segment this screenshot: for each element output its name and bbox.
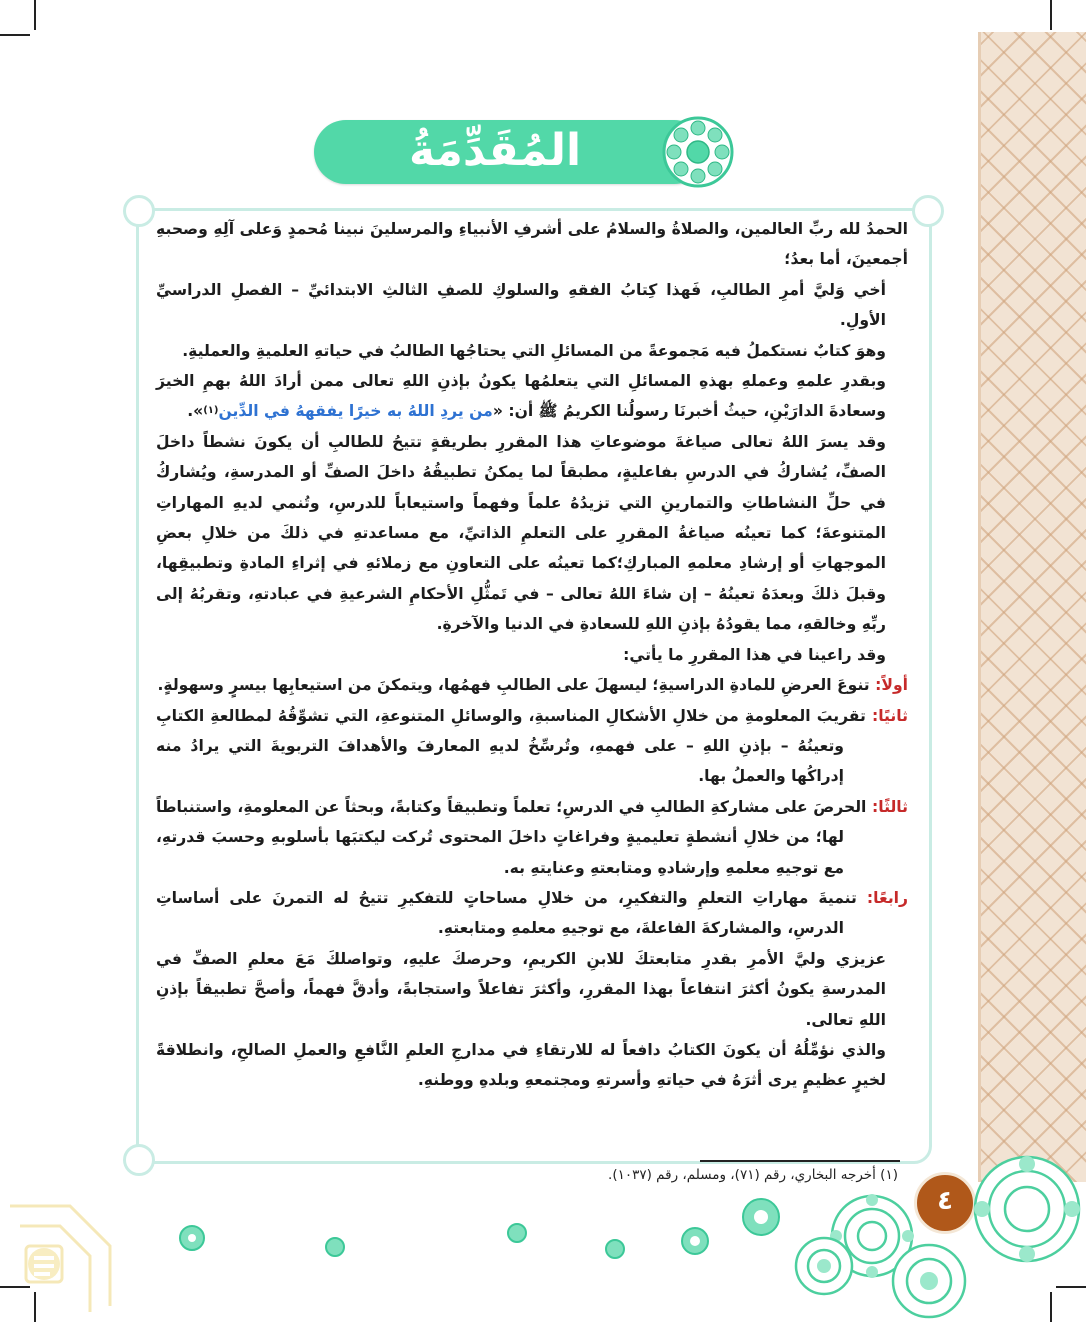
- page-title: المُقَدِّمَةُ: [408, 125, 582, 176]
- crop-mark: [1050, 0, 1052, 30]
- list-item: [156, 792, 908, 883]
- paragraph: والذي نؤمِّلُهُ أن يكونَ الكتابُ دافعاً له للارتقاءِ في مدارجِ العلمِ النَّافعِ والعملِ الصالحِ، وانطلاقةً لخيرٍ عظيمٍ يرى أثرَهُ في حياتهِ وأسرتهِ ومجتمعهِ وبلدهِ ووطنهِ.: [156, 1040, 886, 1090]
- list-item: [156, 883, 908, 944]
- point-label: ثالثًا:: [871, 797, 909, 816]
- point-text: تنميةَ مهاراتِ التعلمِ والتفكيرِ، من خلالِ مساحاتٍ للتفكيرِ تتيحُ له التمرنَ على أساساتِ الدرسِ، والمشاركةَ الفاعلةَ، مع توجيهِ معلمهِ ومتابعتهِ.: [156, 888, 857, 938]
- frame-corner: [123, 1144, 155, 1176]
- publisher-logo-icon: [0, 1186, 132, 1322]
- flower-ornament-icon: [740, 1196, 782, 1238]
- footnote-ref: (١): [203, 405, 219, 417]
- crop-mark: [1050, 1292, 1052, 1322]
- flower-ornament-icon: [660, 114, 736, 190]
- paragraph: أخي وَليَّ أمرِ الطالبِ، فَهذا كِتابُ الفقهِ والسلوكِ للصفِ الثالثِ الابتدائيِّ – الفصلِ الدراسيِّ الأولِ.: [156, 280, 886, 330]
- crop-mark: [34, 0, 36, 30]
- frame-corner: [912, 195, 944, 227]
- page-number: ٤: [914, 1172, 976, 1234]
- flower-ornament-icon: [178, 1224, 206, 1252]
- crop-mark: [0, 34, 30, 36]
- flower-ornament-icon: [888, 1240, 970, 1322]
- frame-corner: [123, 195, 155, 227]
- crop-mark: [1056, 1286, 1086, 1288]
- paragraph: وهوَ كتابٌ نستكملُ فيه مَجموعةً من المسائلِ التي يحتاجُها الطالبُ في حياتهِ العلميةِ والعمليةِ.: [182, 341, 886, 360]
- hadith-outro: ».: [187, 402, 204, 421]
- point-label: أولاً:: [875, 676, 908, 695]
- paragraph: عزيزي وليَّ الأمرِ بقدرِ متابعتكَ للابنِ الكريمِ، وحرصكَ عليهِ، وتواصلكَ مَعَ معلمِ الصفِّ في المدرسةِ يكونُ أكثرَ انتفاعاً بهذا المقررِ، وأكثرَ تفاعلاً واستجابةً، وأدقَّ فهماً، وأصحَّ تطبيقاً بإذنِ اللهِ تعالى.: [156, 949, 886, 1029]
- point-text: تقريبَ المعلومةِ من خلالِ الأشكالِ المناسبةِ، والوسائلِ المتنوعةِ، التي تشوِّقُهُ لمطالعةِ الكتابِ وتعينُهُ – بإذنِ اللهِ – على فهمهِ، وتُرسِّخُ لديهِ المعارفَ والأهدافَ التربويةَ التي يرادُ منه إدراكُها والعملُ بها.: [156, 706, 866, 786]
- point-label: ثانيًا:: [871, 706, 908, 725]
- flower-ornament-icon: [680, 1226, 710, 1256]
- list-item: [156, 701, 908, 792]
- point-label: رابعًا:: [866, 888, 908, 907]
- hadith-quote: من يردِ اللهُ به خيرًا يفقههُ في الدِّين: [218, 402, 493, 421]
- paragraph: الحمدُ لله ربِّ العالمين، والصلاةُ والسلامُ على أشرفِ الأنبياءِ والمرسلينَ نبينا مُحمدٍ وَعلى آلِهِ وصحبهِ أجمعينَ، أما بعدُ؛: [156, 220, 908, 269]
- point-text: الحرصَ على مشاركةِ الطالبِ في الدرسِ؛ تعلماً وتطبيقاً وكتابةً، وبحثاً عن المعلومةِ، واستنباطاً لها؛ من خلالِ أنشطةٍ تعليميةٍ وفراغاتٍ داخلَ المحتوى تُركت ليكتبَها بأسلوبهِ وحسبَ قدرتهِ، مع توجيهِ معلمهِ وإرشادهِ ومتابعتهِ وعنايتهِ به.: [156, 797, 867, 877]
- point-text: تنوعَ العرضِ للمادةِ الدراسيةِ؛ ليسهلَ على الطالبِ فهمُها، ويتمكنَ من استيعابِها بيسرٍ وسهولةٍ.: [157, 676, 870, 695]
- flower-ornament-icon: [506, 1222, 528, 1244]
- paragraph: وقد يسرَ اللهُ تعالى صياغةَ موضوعاتِ هذا المقررِ بطريقةٍ تتيحُ للطالبِ أن يكونَ نشطاً داخلَ الصفِّ، يُشاركُ في الدرسِ بفاعليةٍ، مطبقاً لما يمكنُ تطبيقُهُ داخلَ الصفِّ أو المدرسةِ، ويُشاركُ في حلِّ النشاطاتِ والتمارينِ التي تزيدُهُ علماً وفهماً واستيعاباً للدرسِ، وتُنمي لديهِ المهاراتِ المتنوعةَ؛ كما تعينُه صياغةُ المقررِ على التعلمِ الذاتيِّ، مع مساعدتهِ في ذلكَ من خلالِ بعضِ الموجهاتِ أو إرشادِ معلمهِ المباركِ؛كما تعينُه على التعاونِ مع زملائهِ في إثراءِ المادةِ وتطبيقِها، وقبلَ ذلكَ وبعدَهُ تعينُهُ – إن شاءَ اللهُ تعالى – في تَمثُّلِ الأحكامِ الشرعيةِ في عبادتهِ، وتقربُهُ إلى ربِّهِ وخالقهِ، مما يقودُهُ بإذنِ اللهِ للسعادةِ في الدنيا والآخرةِ.: [156, 432, 886, 634]
- footnote: (١) أخرجه البخاري، رقم (٧١)، ومسلم، رقم (١٠٣٧).: [608, 1167, 898, 1183]
- flower-ornament-icon: [968, 1150, 1086, 1268]
- hadith-intro: وبقدرِ علمهِ وعملهِ بهذهِ المسائلِ التي يتعلمُها يكونُ بإذنِ اللهِ تعالى ممن أرادَ اللهُ بهمِ الخيرَ وسعادةَ الدارَيْنِ، حيثُ أخبرنَا رسولُنا الكريمُ ﷺ أن: «: [156, 372, 886, 421]
- decorative-border-pattern: [978, 32, 1086, 1182]
- flower-ornament-icon: [324, 1236, 346, 1258]
- flower-ornament-icon: [604, 1238, 626, 1260]
- list-item: [156, 670, 908, 700]
- flower-ornament-icon: [792, 1234, 856, 1298]
- introduction-body: [156, 214, 908, 1096]
- paragraph: وقد راعينا في هذا المقررِ ما يأتي:: [623, 645, 886, 664]
- hadith-paragraph: [156, 366, 908, 427]
